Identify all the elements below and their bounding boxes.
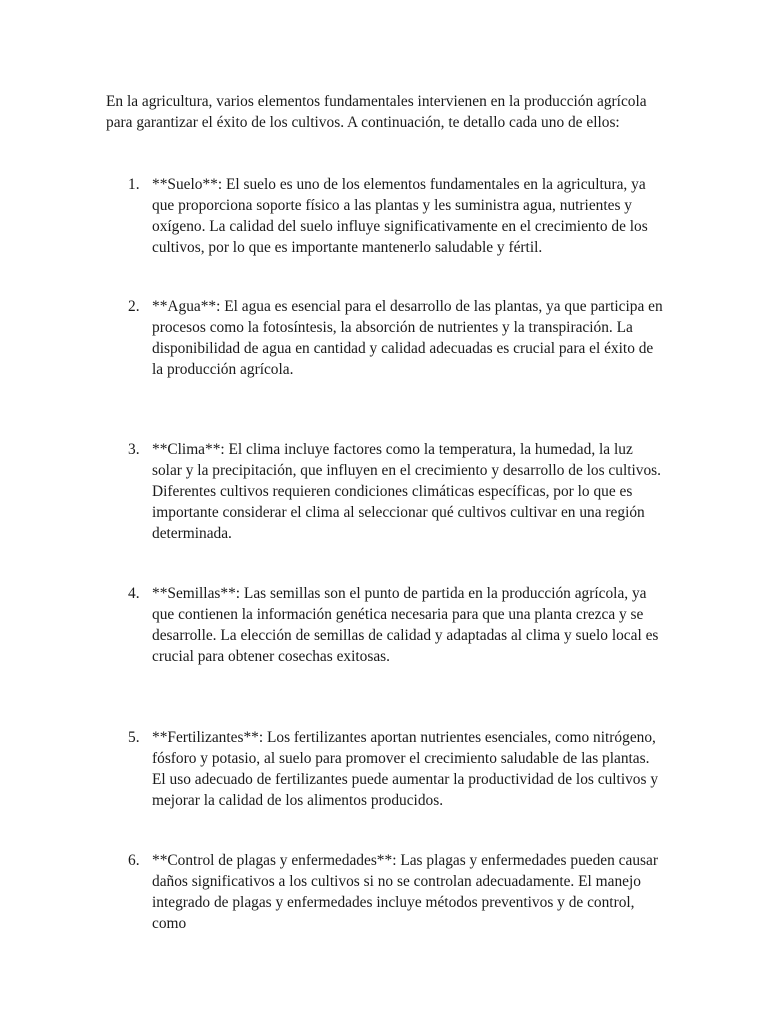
list-item-text: **Clima**: El clima incluye factores como la temperatura, la humedad, la luz solar y la precipitación, que influyen en el crecimiento y desarrollo de los cultivos. Diferentes cultivos requieren condiciones climáticas específicas, por lo que es importante considerar el clima al seleccionar qué cultivos cultivar en una región determinada.	[152, 441, 662, 542]
list-item-number: 4.	[128, 585, 140, 602]
list-item-number: 3.	[128, 441, 140, 458]
list-item-text: **Agua**: El agua es esencial para el desarrollo de las plantas, ya que participa en procesos como la fotosíntesis, la absorción de nutrientes y la transpiración. La disponibilidad de agua en cantidad y calidad adecuadas es crucial para el éxito de la producción agrícola.	[152, 298, 663, 378]
intro-paragraph: En la agricultura, varios elementos fundamentales intervienen en la producción agrícola para garantizar el éxito de los cultivos. A continuación, te detallo cada uno de ellos:	[106, 93, 647, 131]
list-item-number: 1.	[128, 176, 140, 193]
list-item-text: **Suelo**: El suelo es uno de los elementos fundamentales en la agricultura, ya que proporciona soporte físico a las plantas y les suministra agua, nutrientes y oxígeno. La calidad del suelo influye significativamente en el crecimiento de los cultivos, por lo que es importante mantenerlo saludable y fértil.	[152, 176, 648, 256]
list-item-text: **Semillas**: Las semillas son el punto de partida en la producción agrícola, ya que contienen la información genética necesaria para que una planta crezca y se desarrolle. La elección de semillas de calidad y adaptadas al clima y suelo local es crucial para obtener cosechas exitosas.	[152, 585, 659, 665]
list-item-number: 5.	[128, 729, 140, 746]
list-item-number: 2.	[128, 298, 140, 315]
list-item-text: **Control de plagas y enfermedades**: Las plagas y enfermedades pueden causar daños significativos a los cultivos si no se controlan adecuadamente. El manejo integrado de plagas y enfermedades incluye métodos preventivos y de control, como	[152, 852, 658, 932]
list-item-number: 6.	[128, 852, 140, 869]
list-item-text: **Fertilizantes**: Los fertilizantes aportan nutrientes esenciales, como nitrógeno, fósforo y potasio, al suelo para promover el crecimiento saludable de las plantas. El uso adecuado de fertilizantes puede aumentar la productividad de los cultivos y mejorar la calidad de los alimentos producidos.	[152, 729, 659, 809]
